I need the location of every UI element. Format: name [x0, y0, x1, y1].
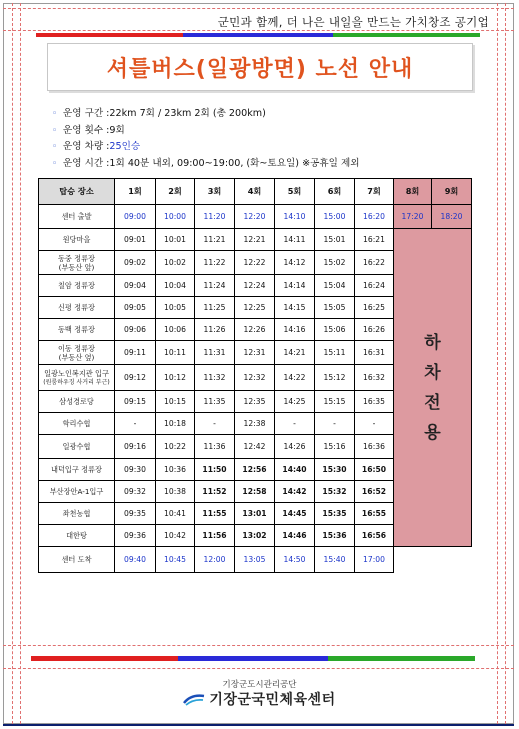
time-cell: 11:35	[195, 391, 235, 413]
time-cell: 14:46	[275, 525, 315, 547]
time-cell: 11:50	[195, 459, 235, 481]
time-cell: 10:00	[156, 205, 195, 229]
stop-name	[39, 413, 115, 435]
stop-name-sub: (부동산 옆)	[58, 352, 95, 362]
stop-name-text: 신평 정류장	[57, 303, 95, 312]
time-cell: 09:40	[115, 547, 156, 573]
time-cell: 13:02	[235, 525, 275, 547]
info-route	[52, 106, 360, 123]
time-cell: 14:14	[275, 275, 315, 297]
header-stop: 탑승 장소	[39, 179, 115, 205]
time-cell: 14:26	[275, 435, 315, 459]
time-cell: 09:15	[115, 391, 156, 413]
time-cell: 09:00	[115, 205, 156, 229]
page-title: 셔틀버스(일광방면) 노선 안내	[106, 56, 414, 82]
time-cell: 11:56	[195, 525, 235, 547]
info-vehicle	[52, 139, 360, 156]
stop-name-text: 동중 정류장	[57, 253, 95, 263]
stop-name	[39, 365, 115, 391]
time-cell: 09:11	[115, 341, 156, 365]
stop-name-text: 대한탕	[66, 531, 87, 540]
time-cell: 12:21	[235, 229, 275, 251]
info-hours	[52, 156, 360, 173]
time-cell: 14:22	[275, 365, 315, 391]
timetable	[38, 178, 472, 573]
time-cell: 14:16	[275, 319, 315, 341]
time-cell: 09:36	[115, 525, 156, 547]
time-cell: 11:36	[195, 435, 235, 459]
stop-name	[39, 297, 115, 319]
time-cell: 10:05	[156, 297, 195, 319]
time-cell: 16:55	[355, 503, 394, 525]
bullet-icon: ◦	[52, 125, 58, 136]
time-cell: 09:05	[115, 297, 156, 319]
time-cell: 09:30	[115, 459, 156, 481]
table-row	[39, 229, 472, 251]
stop-name	[39, 251, 115, 275]
stop-name	[39, 275, 115, 297]
alight-char: 차	[424, 362, 441, 383]
header-run: 9회	[432, 179, 472, 205]
stop-name: 센터 도착	[39, 547, 115, 573]
time-cell: 15:01	[315, 229, 355, 251]
time-cell: 15:12	[315, 365, 355, 391]
time-cell: 14:11	[275, 229, 315, 251]
info-label: 운영 차량 :	[63, 141, 110, 153]
time-cell: -	[315, 413, 355, 435]
time-cell: 11:32	[195, 365, 235, 391]
stop-name	[39, 391, 115, 413]
time-cell: 14:42	[275, 481, 315, 503]
time-cell: 09:01	[115, 229, 156, 251]
time-cell: 16:36	[355, 435, 394, 459]
stop-name	[39, 341, 115, 365]
time-cell: 16:25	[355, 297, 394, 319]
stop-name-text: 원당마을	[62, 235, 91, 244]
time-cell: 15:11	[315, 341, 355, 365]
bottom-color-bar	[31, 656, 475, 661]
time-cell: 09:04	[115, 275, 156, 297]
timetable-stop-rows	[39, 229, 472, 547]
time-cell: 13:01	[235, 503, 275, 525]
slogan: 군민과 함께, 더 나은 내일을 만드는 가치창조 공기업	[217, 15, 489, 29]
time-cell: 11:20	[195, 205, 235, 229]
time-cell: 11:22	[195, 251, 235, 275]
time-cell: 11:55	[195, 503, 235, 525]
alight-char: 용	[424, 422, 441, 443]
bullet-icon: ◦	[52, 142, 58, 153]
time-cell: 16:32	[355, 365, 394, 391]
info-label: 운영 구간 :	[63, 108, 110, 119]
stop-name	[39, 481, 115, 503]
info-value: 1회 40분 내외, 09:00~19:00, (화~토요일) ※공휴일 제외	[109, 157, 360, 169]
timetable-start-row	[39, 205, 472, 229]
stop-name-text: 동백 정류장	[57, 325, 95, 334]
time-cell: 15:02	[315, 251, 355, 275]
time-cell: 10:42	[156, 525, 195, 547]
time-cell: 16:31	[355, 341, 394, 365]
top-color-bar	[36, 33, 480, 37]
time-cell: 10:12	[156, 365, 195, 391]
time-cell: 10:15	[156, 391, 195, 413]
time-cell: 15:15	[315, 391, 355, 413]
time-cell: 15:40	[315, 547, 355, 573]
time-cell: 15:06	[315, 319, 355, 341]
title-box	[47, 43, 473, 91]
time-cell: 12:31	[235, 341, 275, 365]
time-cell: 12:25	[235, 297, 275, 319]
time-cell: 15:04	[315, 275, 355, 297]
stop-name-sub: (부동산 앞)	[58, 262, 95, 272]
guide-line-left	[12, 3, 13, 724]
alight-char: 하	[424, 332, 441, 353]
time-cell: -	[355, 413, 394, 435]
time-cell: 15:05	[315, 297, 355, 319]
time-cell: 15:36	[315, 525, 355, 547]
info-value: 22km 7회 / 23km 2회 (총 200km)	[109, 108, 266, 119]
stop-name-text: 일광수협	[62, 442, 91, 451]
info-label: 운영 횟수 :	[63, 124, 110, 136]
header-run: 2회	[156, 179, 195, 205]
time-cell: 16:24	[355, 275, 394, 297]
stop-name: 센터 출발	[39, 205, 115, 229]
timetable-header-row	[39, 179, 472, 205]
time-cell: 12:22	[235, 251, 275, 275]
info-value: 25인승	[109, 141, 141, 153]
alight-only-cell	[394, 229, 472, 547]
time-cell: 14:10	[275, 205, 315, 229]
bullet-icon: ◦	[52, 109, 58, 119]
header-run: 3회	[195, 179, 235, 205]
stop-name-text: 학리수협	[62, 419, 91, 428]
stop-name	[39, 229, 115, 251]
org-subtitle: 기장군도시관리공단	[222, 680, 297, 690]
time-cell: 16:56	[355, 525, 394, 547]
stop-name	[39, 459, 115, 481]
stop-name-text: 삼성경로당	[59, 397, 94, 406]
time-cell: 15:00	[315, 205, 355, 229]
time-cell: 16:52	[355, 481, 394, 503]
time-cell: -	[275, 413, 315, 435]
stop-name-text: 일광노인복지관 입구	[44, 368, 109, 378]
guide-line-top	[3, 8, 514, 9]
time-cell: 16:22	[355, 251, 394, 275]
time-cell: 14:25	[275, 391, 315, 413]
time-cell: 14:21	[275, 341, 315, 365]
time-cell: -	[195, 413, 235, 435]
time-cell: -	[115, 413, 156, 435]
time-cell: 12:00	[195, 547, 235, 573]
time-cell: 11:21	[195, 229, 235, 251]
time-cell: 11:25	[195, 297, 235, 319]
stop-name	[39, 319, 115, 341]
time-cell: 09:32	[115, 481, 156, 503]
time-cell: 12:24	[235, 275, 275, 297]
guide-line-right	[505, 3, 506, 724]
time-cell: 15:30	[315, 459, 355, 481]
header-run: 4회	[235, 179, 275, 205]
guide-line-bottom-inner	[3, 645, 514, 646]
header-run: 8회	[394, 179, 432, 205]
guide-line-bottom	[3, 668, 514, 669]
stop-name-text: 칠암 정류장	[57, 281, 95, 290]
time-cell: 10:38	[156, 481, 195, 503]
stop-name-text: 부산장안A-1입구	[49, 487, 104, 496]
time-cell: 10:45	[156, 547, 195, 573]
time-cell: 18:20	[432, 205, 472, 229]
time-cell: 10:11	[156, 341, 195, 365]
time-cell: 09:35	[115, 503, 156, 525]
org-name: 기장군국민체육센터	[209, 692, 336, 708]
guide-line-top-inner	[3, 30, 514, 31]
time-cell: 10:36	[156, 459, 195, 481]
page-bottom-edge	[3, 724, 514, 726]
time-cell: 10:22	[156, 435, 195, 459]
time-cell: 15:35	[315, 503, 355, 525]
stop-name-text: 이동 정류장	[57, 343, 95, 353]
time-cell: 11:52	[195, 481, 235, 503]
stop-name	[39, 525, 115, 547]
time-cell: 17:00	[355, 547, 394, 573]
org-logo-block	[0, 689, 519, 709]
guide-line-right-inner	[497, 3, 498, 724]
alight-char: 전	[424, 392, 441, 413]
time-cell: 16:20	[355, 205, 394, 229]
time-cell: 14:15	[275, 297, 315, 319]
time-cell: 14:12	[275, 251, 315, 275]
info-label: 운영 시간 :	[63, 157, 110, 169]
guide-line-left-inner	[20, 3, 21, 724]
stop-name-sub: (원룸하우징 사거리 부근)	[43, 378, 110, 386]
time-cell: 09:12	[115, 365, 156, 391]
time-cell: 12:20	[235, 205, 275, 229]
time-cell: 10:06	[156, 319, 195, 341]
header-run: 7회	[355, 179, 394, 205]
stop-name-text: 좌천농협	[62, 509, 91, 518]
time-cell: 11:31	[195, 341, 235, 365]
time-cell: 17:20	[394, 205, 432, 229]
header-run: 1회	[115, 179, 156, 205]
time-cell: 15:16	[315, 435, 355, 459]
bullet-icon: ◦	[52, 158, 58, 169]
time-cell: 15:32	[315, 481, 355, 503]
time-cell: 10:41	[156, 503, 195, 525]
info-list	[52, 106, 360, 172]
stop-name-text: 내덕입구 정류장	[51, 465, 102, 474]
time-cell: 13:05	[235, 547, 275, 573]
time-cell: 14:45	[275, 503, 315, 525]
org-logo-icon	[183, 692, 205, 706]
time-cell: 09:06	[115, 319, 156, 341]
time-cell: 11:26	[195, 319, 235, 341]
time-cell: 16:50	[355, 459, 394, 481]
time-cell: 16:35	[355, 391, 394, 413]
time-cell: 12:32	[235, 365, 275, 391]
info-value: 9회	[109, 124, 125, 136]
time-cell: 16:21	[355, 229, 394, 251]
time-cell: 09:02	[115, 251, 156, 275]
time-cell: 14:50	[275, 547, 315, 573]
time-cell: 12:26	[235, 319, 275, 341]
time-cell: 16:26	[355, 319, 394, 341]
time-cell: 10:02	[156, 251, 195, 275]
time-cell: 12:38	[235, 413, 275, 435]
time-cell: 11:24	[195, 275, 235, 297]
time-cell: 10:01	[156, 229, 195, 251]
stop-name	[39, 503, 115, 525]
stop-name	[39, 435, 115, 459]
time-cell: 14:40	[275, 459, 315, 481]
time-cell: 09:16	[115, 435, 156, 459]
time-cell: 10:04	[156, 275, 195, 297]
timetable-end-row	[39, 547, 472, 573]
time-cell: 12:58	[235, 481, 275, 503]
time-cell: 12:56	[235, 459, 275, 481]
info-count	[52, 123, 360, 140]
time-cell: 12:42	[235, 435, 275, 459]
time-cell: 12:35	[235, 391, 275, 413]
header-run: 5회	[275, 179, 315, 205]
time-cell: 10:18	[156, 413, 195, 435]
header-run: 6회	[315, 179, 355, 205]
